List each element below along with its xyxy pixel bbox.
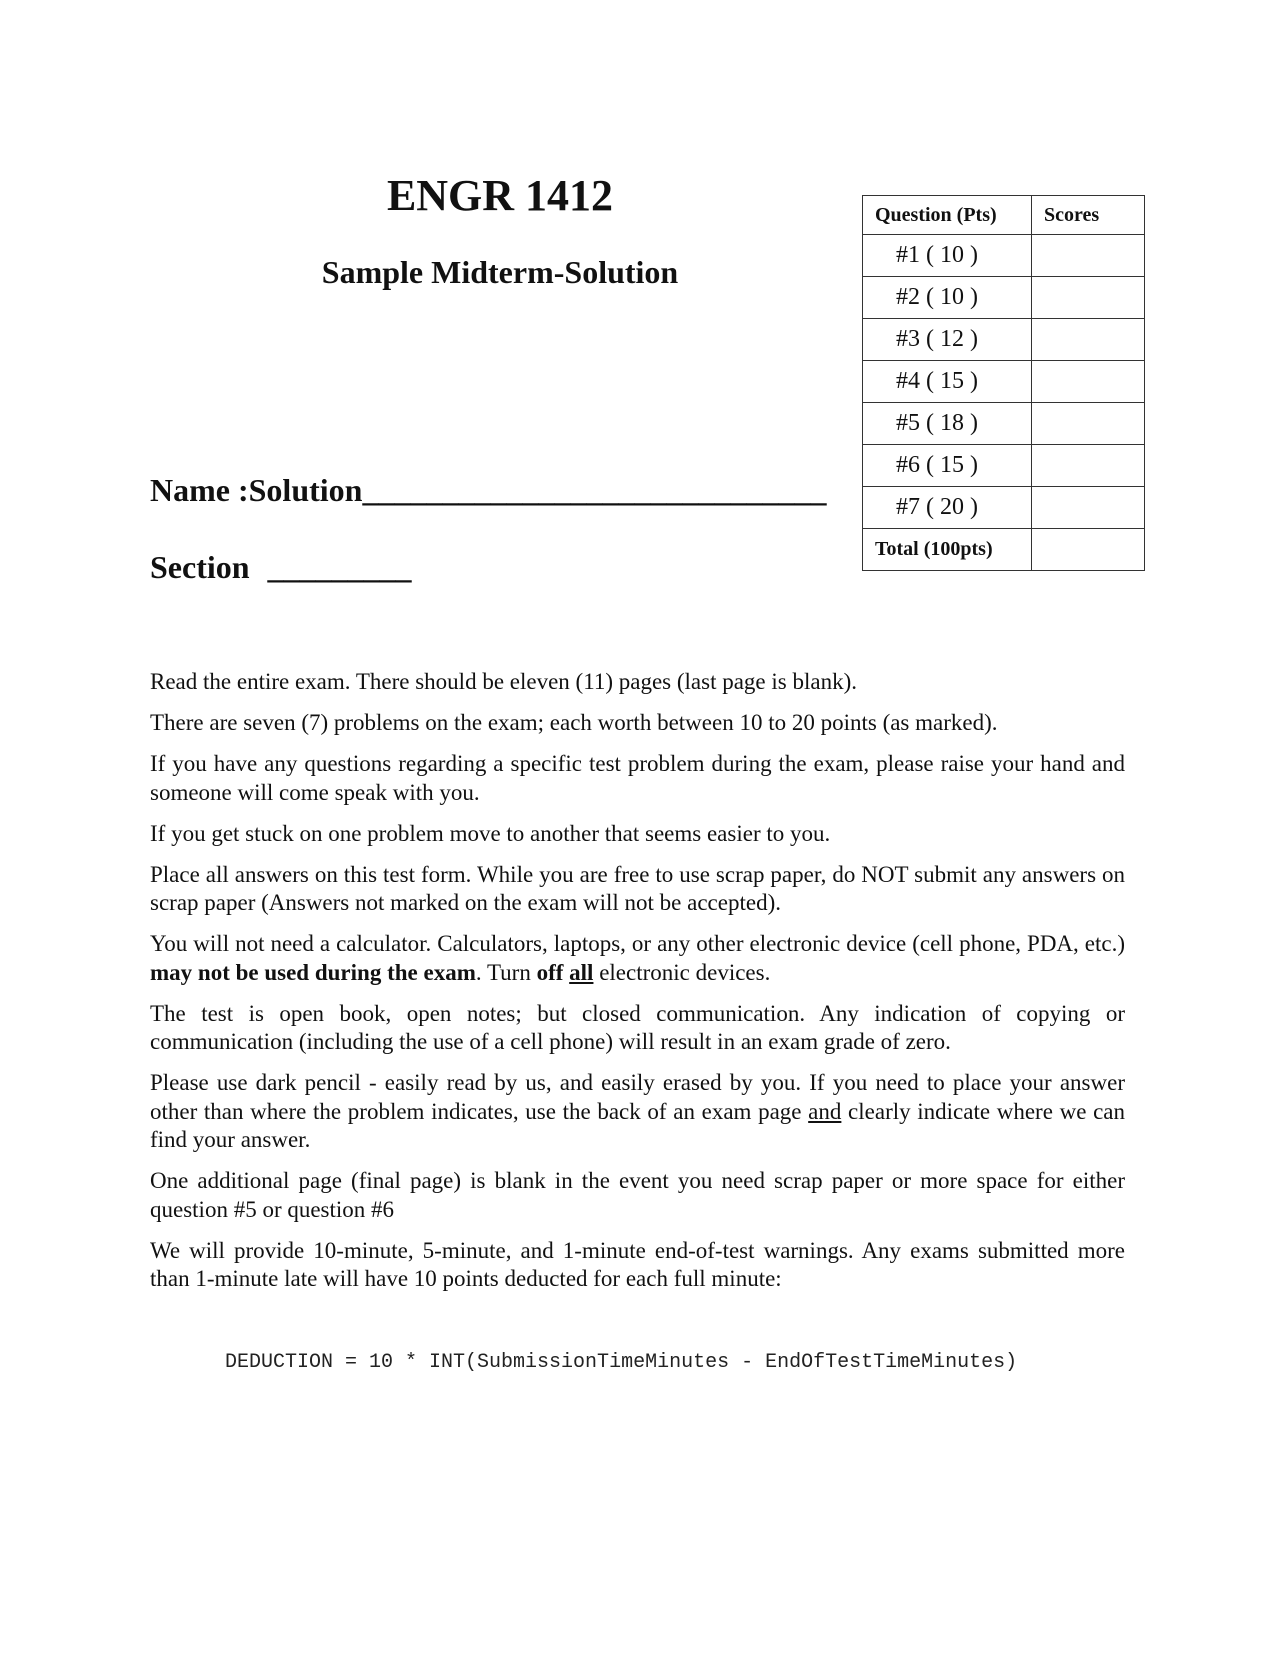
underlined-text: and	[808, 1098, 842, 1124]
instructions	[150, 668, 1125, 1306]
text-run: Please use dark pencil - easily read by us, and easily erased by you. If you need to place your answer other than where the problem indicates, use the back of an exam page	[150, 1070, 1125, 1124]
total-row	[863, 529, 1145, 571]
total-label: Total (100pts)	[863, 529, 1032, 571]
score-cell	[1032, 487, 1145, 529]
section-line	[150, 547, 412, 587]
question-cell: #5 ( 18 )	[863, 403, 1032, 445]
text-run: clearly indicate where we can find your answer.	[150, 1098, 1125, 1152]
table-row	[863, 319, 1145, 361]
student-name-line: Name :Solution_____________________________	[150, 472, 827, 508]
bold-text: may not be used during the exam	[150, 959, 476, 985]
instruction-paragraph: One additional page (final page) is blank in the event you need scrap paper or more space for either question #5 or question #6	[150, 1168, 1125, 1222]
question-cell: #2 ( 10 )	[863, 277, 1032, 319]
instruction-paragraph: There are seven (7) problems on the exam; each worth between 10 to 20 points (as marked).	[150, 710, 998, 735]
bold-text: off	[536, 959, 564, 985]
question-cell: #6 ( 15 )	[863, 445, 1032, 487]
table-row	[863, 445, 1145, 487]
question-cell: #3 ( 12 )	[863, 319, 1032, 361]
text-run: . Turn	[475, 959, 537, 985]
instruction-paragraph: Place all answers on this test form. While you are free to use scrap paper, do NOT submit any answers on scrap paper (Answers not marked on the exam will not be accepted).	[150, 861, 1125, 915]
score-table-header	[863, 196, 1145, 235]
score-cell	[1032, 403, 1145, 445]
score-cell	[1032, 445, 1145, 487]
table-row	[863, 235, 1145, 277]
score-cell	[1032, 277, 1145, 319]
instruction-paragraph	[150, 930, 1125, 987]
text-run: electronic devices.	[593, 959, 771, 985]
score-cell	[1032, 319, 1145, 361]
table-row	[863, 403, 1145, 445]
score-cell	[1032, 235, 1145, 277]
table-row	[863, 487, 1145, 529]
table-row	[863, 277, 1145, 319]
scores-header: Scores	[1032, 196, 1145, 235]
table-row	[863, 361, 1145, 403]
total-score-cell	[1032, 529, 1145, 571]
question-cell: #4 ( 15 )	[863, 361, 1032, 403]
section-blank: _________	[267, 549, 412, 585]
question-cell: #1 ( 10 )	[863, 235, 1032, 277]
bold-underlined-text: all	[569, 959, 594, 985]
instruction-paragraph: If you get stuck on one problem move to another that seems easier to you.	[150, 820, 831, 846]
deduction-formula: DEDUCTION = 10 * INT(SubmissionTimeMinutes - EndOfTestTimeMinutes)	[225, 1351, 1018, 1374]
exam-subtitle: Sample Midterm-Solution	[321, 254, 679, 290]
instruction-paragraph: The test is open book, open notes; but closed communication. Any indication of copying or communication (including the use of a cell phone) will result in an exam grade of zero.	[150, 1000, 1125, 1054]
course-title: ENGR 1412	[386, 171, 614, 220]
instruction-paragraph	[150, 1069, 1125, 1155]
instruction-paragraph: We will provide 10-minute, 5-minute, and 1-minute end-of-test warnings. Any exams submitted more than 1-minute late will have 10 points deducted for each full minute:	[150, 1237, 1125, 1291]
question-cell: #7 ( 20 )	[863, 487, 1032, 529]
text-run: You will not need a calculator. Calculators, laptops, or any other electronic device (cell phone, PDA, etc.)	[150, 931, 1125, 956]
section-label: Section	[150, 549, 250, 585]
question-points-header: Question (Pts)	[863, 196, 1032, 235]
score-cell	[1032, 361, 1145, 403]
instruction-paragraph: If you have any questions regarding a specific test problem during the exam, please raise your hand and someone will come speak with you.	[150, 751, 1125, 805]
score-table	[862, 195, 1145, 571]
instruction-paragraph: Read the entire exam. There should be eleven (11) pages (last page is blank).	[150, 669, 857, 694]
